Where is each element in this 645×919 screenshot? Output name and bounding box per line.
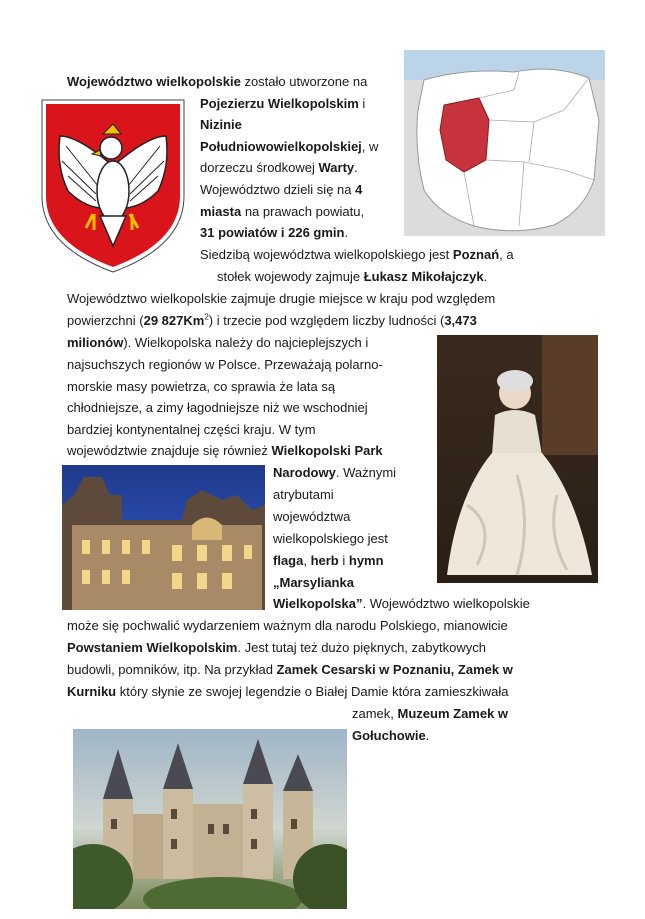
bold-text: miasta	[200, 204, 242, 219]
text-line	[352, 728, 429, 744]
map-icon	[404, 50, 605, 236]
text-line	[200, 139, 378, 155]
text: zamek,	[352, 706, 398, 721]
text: .	[344, 225, 349, 240]
bold-text: Województwo wielkopolskie	[67, 74, 241, 89]
bold-text: 29 827Km	[143, 313, 205, 328]
bold-text: Narodowy	[273, 465, 336, 480]
text: ). Wielkopolska należy do najcieplejszych i	[123, 335, 369, 350]
text-line	[67, 335, 368, 351]
poland-map-image	[404, 50, 605, 236]
text: wielkopolskiego jest	[273, 531, 388, 546]
text: województwie znajduje się również	[67, 443, 272, 458]
text-line	[200, 96, 365, 112]
text: ,	[303, 553, 311, 568]
text-line	[200, 160, 358, 176]
bold-text: Pojezierzu Wielkopolskim	[200, 96, 359, 111]
bold-text: Warty	[318, 160, 355, 175]
bold-text: Nizinie	[200, 117, 242, 132]
text: Województwo wielkopolskie zajmuje drugie miejsce w kraju pod względem	[67, 291, 496, 306]
text: i	[338, 553, 349, 568]
text: na prawach powiatu,	[241, 204, 365, 219]
text-line	[67, 357, 383, 373]
bold-text: hymn	[348, 553, 384, 568]
text: ) i trzecie pod względem liczby ludności (	[208, 313, 445, 328]
imperial-castle-image	[62, 465, 265, 610]
text: stołek wojewody zajmuje	[217, 269, 364, 284]
bold-text: Zamek Cesarski w Poznaniu, Zamek w	[276, 662, 513, 677]
text-line	[200, 117, 242, 133]
bold-text: milionów	[67, 335, 124, 350]
bold-text: herb	[310, 553, 339, 568]
bold-text: Południowowielkopolskiej	[200, 139, 362, 154]
text: . Ważnymi	[335, 465, 397, 480]
text: .	[354, 160, 358, 175]
bold-text: 3,473	[444, 313, 477, 328]
text: Województwo dzieli się na	[200, 182, 356, 197]
eagle-crest-icon	[38, 96, 188, 276]
text-line	[200, 204, 364, 220]
text-line	[273, 487, 334, 503]
text-line	[352, 706, 508, 722]
goluchow-castle-image	[73, 729, 347, 909]
bold-text: Poznań	[452, 247, 500, 262]
text-line	[67, 443, 383, 459]
text-line	[67, 74, 367, 90]
bold-text: Gołuchowie	[352, 728, 426, 743]
bold-text: Wielkopolski Park	[271, 443, 383, 458]
text-line	[273, 531, 388, 547]
bold-text: „Marsylianka	[273, 575, 354, 590]
text: chłodniejsze, a zimy łagodniejsze niż we wschodniej	[67, 400, 368, 415]
castle-night-icon	[62, 465, 265, 610]
text: dorzeczu środkowej	[200, 160, 319, 175]
text-line	[67, 640, 486, 656]
text: . Województwo wielkopolskie	[362, 596, 530, 611]
text: który słynie ze swojej legendzie o Białej Damie która zamieszkiwała	[116, 684, 509, 699]
coat-of-arms-image	[38, 96, 188, 276]
bold-text: flaga	[273, 553, 304, 568]
portrait-image	[437, 335, 598, 583]
text-line	[273, 465, 396, 481]
bold-text: Kurniku	[67, 684, 117, 699]
text-line	[217, 269, 487, 285]
text-line	[200, 225, 348, 241]
text: zostało utworzone na	[240, 74, 368, 89]
text-line	[67, 684, 508, 700]
text: bardziej kontynentalnej części kraju. W tym	[67, 422, 316, 437]
text: województwa	[273, 509, 351, 524]
text-line	[67, 379, 335, 395]
text: morskie masy powietrza, co sprawia że lata są	[67, 379, 336, 394]
text: .	[425, 728, 430, 743]
lady-portrait-icon	[437, 335, 598, 583]
text: najsuchszych regionów w Polsce. Przeważają polarno-	[67, 357, 383, 372]
bold-text: 2	[204, 312, 209, 322]
text: może się pochwalić wydarzeniem ważnym dla narodu Polskiego, mianowicie	[67, 618, 508, 633]
text: i	[358, 96, 366, 111]
text-line	[67, 422, 316, 438]
text-line	[67, 291, 495, 307]
bold-text: Łukasz Mikołajczyk	[363, 269, 484, 284]
text-line	[67, 662, 513, 678]
bold-text: Powstaniem Wielkopolskim	[67, 640, 238, 655]
text: . Jest tutaj też dużo pięknych, zabytkowych	[237, 640, 486, 655]
text-line	[67, 400, 368, 416]
text: powierzchni (	[67, 313, 144, 328]
text: .	[483, 269, 488, 284]
bold-text: Muzeum Zamek w	[397, 706, 509, 721]
text: , a	[499, 247, 514, 262]
text-line	[200, 247, 514, 263]
text: atrybutami	[273, 487, 334, 502]
text-line	[67, 618, 508, 634]
text-line	[273, 553, 384, 569]
text: budowli, pomników, itp. Na przykład	[67, 662, 277, 677]
bold-text: 31 powiatów i 226 gmin	[200, 225, 345, 240]
text: , w	[361, 139, 379, 154]
bold-text: 4	[355, 182, 363, 197]
bold-text: Wielkopolska”	[273, 596, 363, 611]
text-line	[273, 596, 530, 612]
castle-icon	[73, 729, 347, 909]
text-line	[273, 575, 354, 591]
text: Siedzibą województwa wielkopolskiego jest	[200, 247, 453, 262]
text-line	[273, 509, 350, 525]
text-line	[67, 313, 477, 329]
text-line	[200, 182, 362, 198]
